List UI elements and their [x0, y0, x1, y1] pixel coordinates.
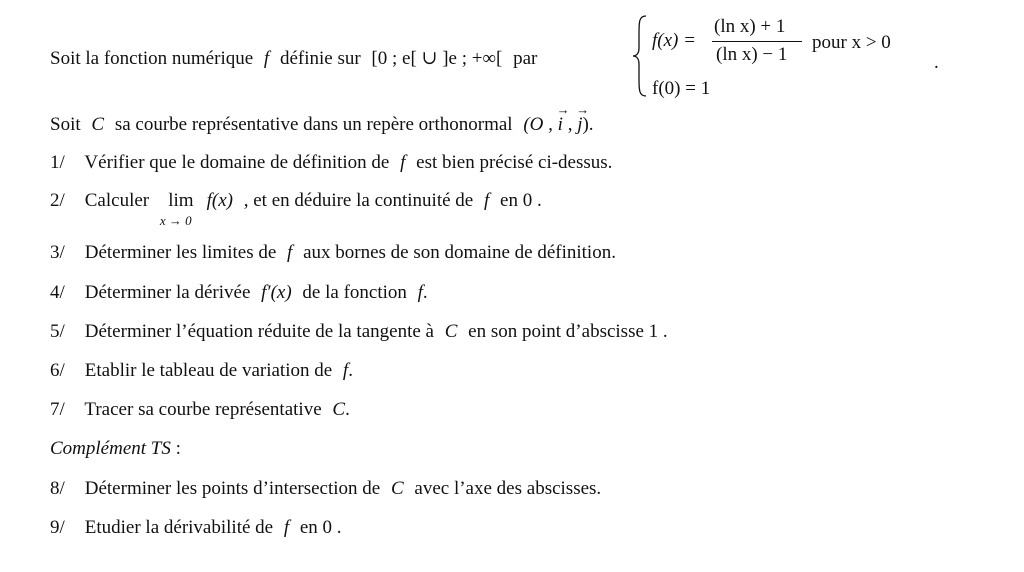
list-item	[50, 360, 353, 382]
complement-heading	[50, 438, 181, 460]
left-brace-icon	[632, 14, 648, 98]
intro-text: Soit la fonction numérique	[50, 48, 254, 69]
item-text: Déterminer la dérivée	[84, 282, 251, 303]
vector-i: → i	[558, 114, 563, 136]
complement-label: Complément TS	[50, 438, 171, 459]
intro-text-2: définie sur	[279, 48, 361, 69]
frame-comma: ,	[567, 114, 573, 135]
item-text: est bien précisé ci-dessus.	[416, 152, 613, 173]
par-text: par	[513, 48, 538, 69]
vector-j: → j	[577, 114, 582, 136]
item-text: Vérifier que le domaine de définition de	[84, 152, 390, 173]
item-number: 4/	[50, 282, 65, 303]
list-item	[50, 190, 542, 228]
item-text: Déterminer les points d’intersection de	[84, 478, 381, 499]
function-symbol: f	[283, 517, 290, 538]
list-item	[50, 321, 668, 343]
list-item	[50, 282, 428, 304]
item-number: 3/	[50, 242, 65, 263]
curve-symbol: C	[444, 321, 458, 342]
item-text: Etablir le tableau de variation de	[84, 360, 333, 381]
item-text: Etudier la dérivabilité de	[84, 517, 274, 538]
piecewise-definition	[632, 8, 932, 98]
lim-text: lim	[168, 190, 194, 211]
frame-close: ).	[582, 114, 594, 135]
curve-text-1: Soit	[50, 114, 81, 135]
item-text: .	[348, 360, 353, 381]
curve-line	[50, 114, 594, 136]
function-symbol: f	[342, 360, 349, 381]
function-symbol: f	[287, 242, 293, 263]
lim-subscript: x → 0	[159, 213, 192, 228]
item-text: aux bornes de son domaine de définition.	[303, 242, 616, 263]
curve-symbol: C	[332, 399, 346, 420]
item-text: en 0 .	[299, 517, 342, 538]
item-number: 8/	[50, 478, 65, 499]
f0-value: f(0) = 1	[652, 78, 711, 99]
curve-symbol: C	[390, 478, 404, 499]
item-text: , et en déduire la continuité de	[243, 190, 474, 211]
fraction-bar	[712, 41, 802, 42]
limit-operator	[159, 190, 202, 228]
curve-text-2: sa courbe représentative dans un repère orthonormal	[114, 114, 513, 135]
fraction-numerator: (ln x) + 1	[714, 16, 786, 37]
list-item	[50, 242, 616, 264]
fx: f(x)	[206, 190, 233, 211]
item-text: en son point d’abscisse 1 .	[468, 321, 668, 342]
function-symbol: f	[400, 152, 406, 173]
frame-open: (O ,	[523, 114, 553, 135]
item-text: .	[422, 282, 428, 303]
fraction-denominator: (ln x) − 1	[716, 44, 788, 65]
item-number: 9/	[50, 517, 65, 538]
derivative-symbol: f′(x)	[261, 282, 292, 303]
item-text: en 0 .	[500, 190, 542, 211]
item-text: .	[345, 399, 350, 420]
curve-symbol: C	[91, 114, 105, 135]
item-number: 7/	[50, 399, 65, 420]
item-text: Déterminer l’équation réduite de la tangente à	[84, 321, 434, 342]
item-number: 5/	[50, 321, 65, 342]
item-text: Déterminer les limites de	[84, 242, 277, 263]
list-item	[50, 152, 612, 174]
item-number: 2/	[50, 190, 65, 211]
item-number: 6/	[50, 360, 65, 381]
function-symbol: f	[263, 48, 270, 69]
function-symbol: f	[483, 190, 490, 211]
item-text: de la fonction	[302, 282, 407, 303]
domain: [0 ; e[ ∪ ]e ; +∞[	[371, 48, 503, 69]
period: .	[934, 52, 939, 73]
item-text: Tracer sa courbe représentative	[84, 399, 322, 420]
list-item	[50, 517, 342, 539]
condition: pour x > 0	[812, 32, 891, 53]
item-text: avec l’axe des abscisses.	[414, 478, 602, 499]
fx-label: f(x) =	[652, 30, 696, 51]
list-item	[50, 478, 601, 500]
complement-colon: :	[170, 438, 181, 459]
function-symbol: f	[417, 282, 423, 303]
item-text: Calculer	[84, 190, 150, 211]
intro-line	[50, 48, 537, 70]
list-item	[50, 399, 350, 421]
item-number: 1/	[50, 152, 65, 173]
